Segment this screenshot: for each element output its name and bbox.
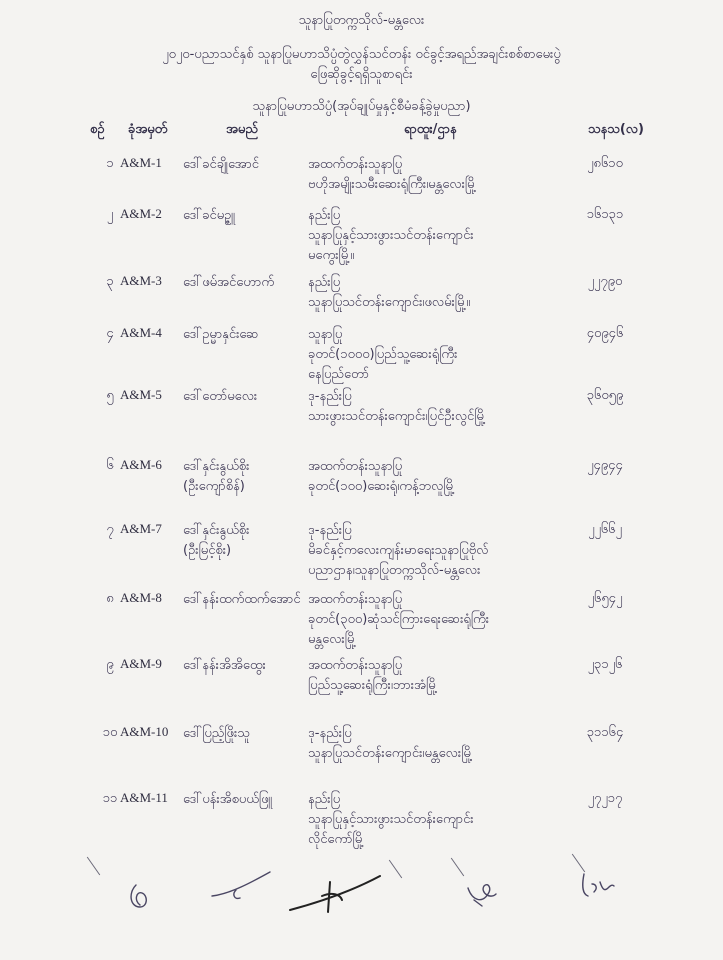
column-header-id: သနသ(လ) bbox=[588, 122, 644, 137]
rank-line: သူနာပြုနှင့်သားဖွားသင်တန်းကျောင်း bbox=[308, 812, 474, 827]
rank-department bbox=[308, 206, 588, 266]
seat-code: A&M-6 bbox=[120, 457, 162, 472]
candidate-name bbox=[183, 206, 308, 226]
registration-number: ၁၆၁၃၁ bbox=[586, 207, 624, 222]
row-number: ၅ bbox=[106, 388, 114, 403]
row-number: ၆ bbox=[106, 458, 114, 473]
rank-department bbox=[308, 521, 588, 581]
program-title: သူနာပြုမဟာသိပ္ပံ(အုပ်ချုပ်မှုနှင့်စီမံခန့်ခွဲမှုပညာ) bbox=[252, 99, 471, 114]
seat-code: A&M-4 bbox=[120, 325, 162, 340]
candidate-name bbox=[183, 387, 308, 407]
rank-line: မိခင်နှင့်ကလေးကျန်းမာရေးသူနာပြုဗိုလ် bbox=[308, 543, 489, 558]
candidate-name bbox=[183, 590, 308, 610]
row-number: ၄ bbox=[106, 326, 114, 341]
seat-code: A&M-5 bbox=[120, 387, 162, 402]
registration-number: ၂၄၉၄၄ bbox=[587, 458, 623, 473]
candidate-name-line: ဒေါ်ဥမ္မာနှင်းဆေ bbox=[183, 327, 259, 342]
seat-code: A&M-2 bbox=[120, 206, 162, 221]
candidate-name-line: (ဦးမြင့်စိုး) bbox=[183, 543, 232, 558]
signatures bbox=[0, 840, 723, 950]
rank-department bbox=[308, 457, 588, 497]
candidate-name bbox=[183, 521, 308, 561]
candidate-name-line: ဒေါ်နန်းအိအိထွေး bbox=[183, 658, 266, 673]
candidate-name bbox=[183, 790, 308, 810]
rank-line: ခုတင်(၃၀၀)ဆုံသင်ကြားရေးဆေးရုံကြီး bbox=[308, 612, 490, 627]
rank-line: ဒု-နည်းပြ bbox=[308, 389, 352, 404]
rank-department bbox=[308, 724, 588, 764]
column-header-rank: ရာထူး/ဌာန bbox=[404, 122, 457, 137]
candidate-name-line: ဒေါ်ဖမ်အင်ဟောက် bbox=[183, 275, 275, 290]
registration-number: ၄၀၉၄၆ bbox=[586, 326, 624, 341]
candidate-name-line: ဒေါ်ခင်ချိုအောင် bbox=[183, 157, 259, 172]
rank-line: သားဖွားသင်တန်းကျောင်း၊ပြင်ဦးလွင်မြို့ bbox=[308, 409, 486, 424]
registration-number: ၂၆၅၄၂ bbox=[587, 591, 623, 606]
rank-line: နည်းပြ bbox=[308, 792, 341, 807]
seat-code: A&M-3 bbox=[120, 273, 162, 288]
seat-code: A&M-9 bbox=[120, 656, 162, 671]
candidate-name bbox=[183, 325, 308, 345]
institution-title: သူနာပြုတက္ကသိုလ်-မန္တလေး bbox=[298, 13, 425, 28]
candidate-name-line: ဒေါ်နှင်းနွယ်စိုး bbox=[183, 523, 250, 538]
rank-line: ခုတင်(၁၀၀၀)ပြည်သူ့ဆေးရုံကြီး bbox=[308, 347, 458, 362]
registration-number: ၃၁၁၆၄ bbox=[586, 725, 624, 740]
registration-number: ၂၇၂၁၇ bbox=[587, 791, 623, 806]
rank-line: မန္တလေးမြို့ bbox=[308, 632, 357, 647]
signature-5 bbox=[583, 874, 614, 896]
signature-2 bbox=[212, 872, 270, 898]
column-header-code: ခုံအမှတ် bbox=[128, 122, 168, 137]
rank-line: ဒု-နည်းပြ bbox=[308, 523, 352, 538]
candidate-name-line: ဒေါ်ပြည့်ဖြိုးသူ bbox=[183, 726, 250, 741]
rank-line: နည်းပြ bbox=[308, 208, 341, 223]
rank-line: နည်းပြ bbox=[308, 275, 341, 290]
rank-line: လိုင်ကော်မြို့ bbox=[308, 832, 365, 847]
row-number: ၁ bbox=[106, 156, 114, 171]
rank-line: အထက်တန်းသူနာပြု bbox=[308, 658, 403, 673]
candidate-name-line: ဒေါ်ခင်မဥ္ဇူ bbox=[183, 208, 236, 223]
rank-line: ပညာဌာန၊သူနာပြုတက္ကသိုလ်-မန္တလေး bbox=[308, 563, 481, 578]
rank-line: ခုတင်(၁၀၀)ဆေးရုံ၊ကန့်ဘလူမြို့ bbox=[308, 479, 455, 494]
candidate-name-line: ဒေါ်နှင်းနွယ်စိုး bbox=[183, 459, 250, 474]
list-title: ဖြေဆိုခွင့်ရရှိသူစာရင်း bbox=[310, 67, 413, 82]
candidate-name-line: (ဦးကျော်စိန်) bbox=[183, 479, 245, 494]
seat-code: A&M-10 bbox=[120, 724, 169, 739]
seat-code: A&M-1 bbox=[120, 155, 162, 170]
seat-code: A&M-7 bbox=[120, 521, 162, 536]
row-number: ၁၁ bbox=[102, 791, 118, 806]
registration-number: ၂၈၆၁၀ bbox=[587, 156, 623, 171]
rank-line: သူနာပြုသင်တန်းကျောင်း၊ဖလမ်းမြို့။ bbox=[308, 295, 471, 310]
signature-1 bbox=[131, 885, 146, 907]
rank-line: ဒု-နည်းပြ bbox=[308, 726, 352, 741]
row-number: ၇ bbox=[106, 522, 114, 537]
row-number: ၈ bbox=[106, 591, 114, 606]
registration-number: ၂၂၇၉၀ bbox=[587, 274, 623, 289]
column-header-no: စဉ် bbox=[90, 122, 105, 137]
candidate-name bbox=[183, 724, 308, 744]
rank-line: သူနာပြုသင်တန်းကျောင်း၊မန္တလေးမြို့ bbox=[308, 746, 473, 761]
candidate-name bbox=[183, 273, 308, 293]
rank-department bbox=[308, 155, 588, 195]
rank-line: အထက်တန်းသူနာပြု bbox=[308, 157, 403, 172]
rank-line: သူနာပြု bbox=[308, 327, 343, 342]
exam-title: ၂၀၂၀-ပညာသင်နှစ် သူနာပြုမဟာသိပ္ပံတွဲလွှန်သင်တန်း ဝင်ခွင့်အရည်အချင်းစစ်စာမေးပွဲ bbox=[162, 47, 561, 62]
rank-line: သူနာပြုနှင့်သားဖွားသင်တန်းကျောင်း bbox=[308, 228, 474, 243]
rank-department bbox=[308, 387, 588, 427]
rank-department bbox=[308, 273, 588, 313]
candidate-name bbox=[183, 457, 308, 497]
rank-department bbox=[308, 656, 588, 696]
rank-line: ပြည်သူ့ဆေးရုံကြီး၊ဘားအံမြို့ bbox=[308, 678, 438, 693]
row-number: ၂ bbox=[106, 207, 114, 222]
rank-line: အထက်တန်းသူနာပြု bbox=[308, 459, 403, 474]
rank-department bbox=[308, 590, 588, 650]
rank-line: ဗဟိုအမျိုးသမီးဆေးရုံကြီး၊မန္တလေးမြို့ bbox=[308, 177, 477, 192]
candidate-name bbox=[183, 155, 308, 175]
rank-line: နေပြည်တော် bbox=[308, 367, 370, 382]
candidate-name-line: ဒေါ်နန်းထက်ထက်အောင် bbox=[183, 592, 301, 607]
candidate-name-line: ဒေါ်ပန်းအိစပယ်ဖြူ bbox=[183, 792, 273, 807]
candidate-name bbox=[183, 656, 308, 676]
registration-number: ၃၆၀၅၉ bbox=[586, 388, 624, 403]
registration-number: ၂၂၆၆၂ bbox=[588, 522, 622, 537]
registration-number: ၂၃၁၂၆ bbox=[587, 657, 623, 672]
seat-code: A&M-8 bbox=[120, 590, 162, 605]
row-number: ၃ bbox=[106, 274, 114, 289]
signature-4 bbox=[468, 885, 496, 906]
row-number: ၁၀ bbox=[102, 725, 118, 740]
rank-line: မကွေးမြို့။ bbox=[308, 248, 355, 263]
rank-department bbox=[308, 325, 588, 385]
column-header-name: အမည် bbox=[226, 122, 258, 137]
row-number: ၉ bbox=[106, 657, 114, 672]
rank-line: အထက်တန်းသူနာပြု bbox=[308, 592, 403, 607]
seat-code: A&M-11 bbox=[120, 790, 168, 805]
candidate-name-line: ဒေါ်တော်မလေး bbox=[183, 389, 258, 404]
signature-3 bbox=[290, 876, 380, 912]
